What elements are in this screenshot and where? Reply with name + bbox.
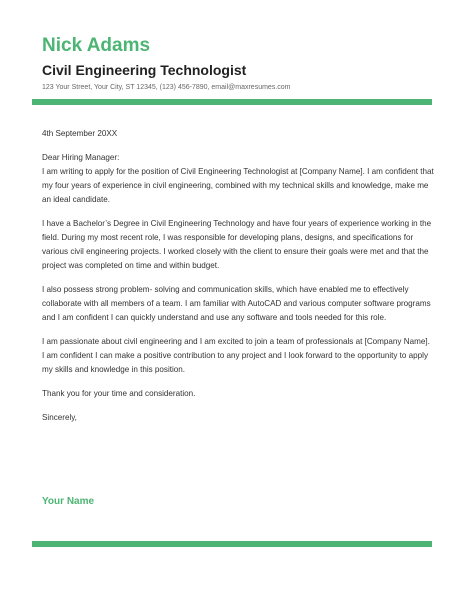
paragraph-experience: I have a Bachelor’s Degree in Civil Engineering Technology and have four years of experience working in the field. During my most recent role, I was responsible for developing plans, designs, and specifications for various civil engineering projects. I worked closely with the client to ensure their goals were met and that the project was completed on time and within budget.	[42, 219, 432, 270]
footer-divider	[32, 541, 432, 547]
candidate-name: Nick Adams	[42, 35, 151, 56]
paragraph-motivation: I am passionate about civil engineering and I am excited to join a team of professionals at [Company Name]. I am confident I can make a positive contribution to any project and I look forward to the opportunity to apply my skills and knowledge in this position.	[42, 337, 430, 374]
closing: Sincerely,	[42, 413, 77, 422]
salutation: Dear Hiring Manager:	[42, 153, 120, 162]
contact-info: 123 Your Street, Your City, ST 12345, (123) 456-7890, email@maxresumes.com	[42, 84, 291, 91]
paragraph-skills: I also possess strong problem- solving and communication skills, which have enabled me to effectively collaborate with all members of a team. I am familiar with AutoCAD and various computer software programs and I am confident I can quickly understand and use any software and tools needed for this role.	[42, 285, 431, 322]
letter-body	[42, 127, 434, 445]
letter-date: 4th September 20XX	[42, 129, 118, 138]
job-title: Civil Engineering Technologist	[42, 62, 247, 78]
paragraph-intro: I am writing to apply for the position of Civil Engineering Technologist at [Company Name]. I am confident that my four years of experience in civil engineering, combined with my technical skills and knowledge, make me an ideal candidate.	[42, 167, 434, 204]
signature-name: Your Name	[42, 496, 95, 507]
header-divider	[32, 99, 432, 105]
paragraph-thanks: Thank you for your time and consideration.	[42, 389, 196, 398]
